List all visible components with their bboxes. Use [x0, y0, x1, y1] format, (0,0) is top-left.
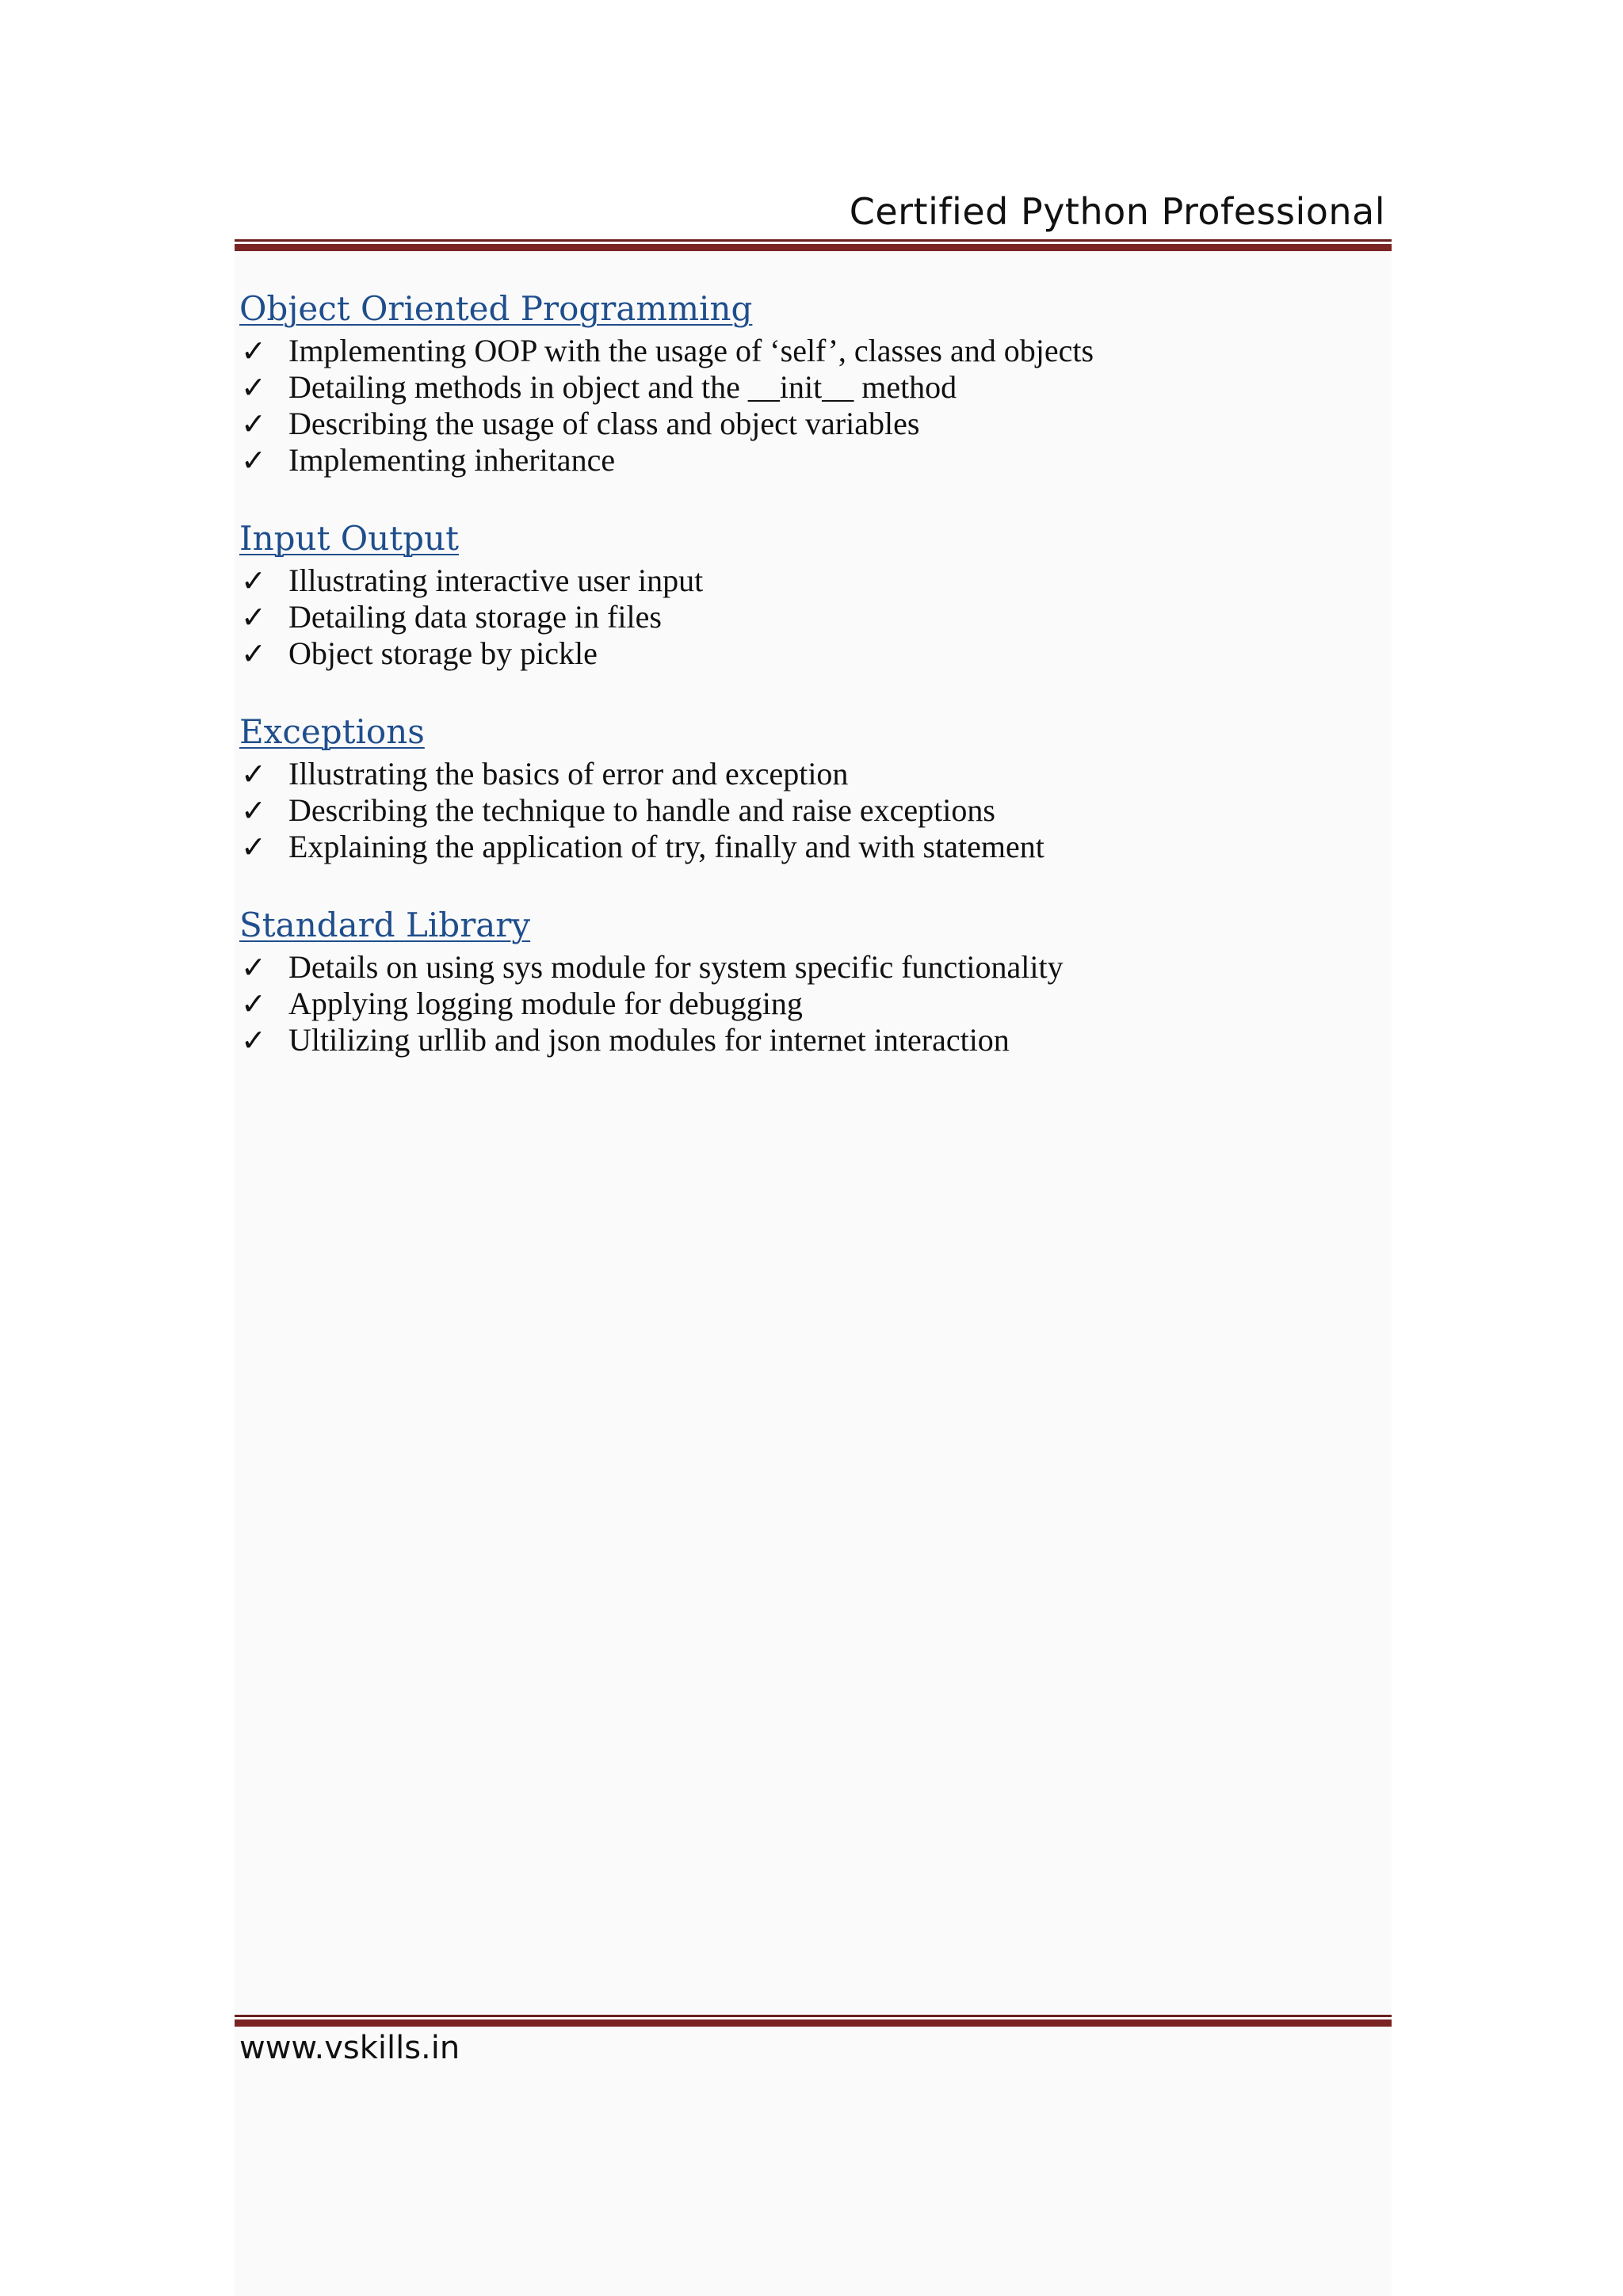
list-item-text: Illustrating the basics of error and exception	[288, 756, 849, 791]
section-heading: Standard Library	[239, 906, 531, 944]
list-item-text: Detailing methods in object and the __init__ method	[288, 369, 957, 405]
list-item-text: Applying logging module for debugging	[288, 986, 803, 1021]
checkmark-icon: ✓	[241, 793, 266, 828]
section-input-output	[239, 515, 1349, 672]
list-item	[239, 792, 1349, 829]
list-item-text: Describing the technique to handle and raise exceptions	[288, 792, 995, 828]
list-item	[239, 949, 1349, 986]
checkmark-icon: ✓	[241, 757, 266, 791]
list-item	[239, 756, 1349, 792]
checkmark-icon: ✓	[241, 636, 266, 671]
checkmark-icon: ✓	[241, 950, 266, 985]
list-item	[239, 599, 1349, 635]
list-item-text: Implementing OOP with the usage of ‘self’, classes and objects	[288, 333, 1094, 368]
section-heading: Input Output	[239, 519, 459, 558]
list-item	[239, 442, 1349, 479]
checkmark-icon: ✓	[241, 334, 266, 368]
list-item	[239, 829, 1349, 865]
list-item	[239, 1022, 1349, 1058]
checkmark-icon: ✓	[241, 600, 266, 635]
checkmark-icon: ✓	[241, 443, 266, 478]
list-item-text: Explaining the application of try, finally and with statement	[288, 829, 1044, 864]
checkmark-icon: ✓	[241, 830, 266, 864]
list-item-text: Illustrating interactive user input	[288, 563, 704, 598]
header-title: Certified Python Professional	[849, 190, 1385, 233]
list-item-text: Ultilizing urllib and json modules for internet interaction	[288, 1022, 1010, 1058]
footer-url: www.vskills.in	[239, 2030, 460, 2066]
list-item-text: Details on using sys module for system specific functionality	[288, 949, 1064, 985]
section-exceptions	[239, 708, 1349, 865]
checkmark-icon: ✓	[241, 1023, 266, 1058]
section-standard-library	[239, 902, 1349, 1058]
footer-rule	[235, 2015, 1392, 2027]
list-item	[239, 635, 1349, 672]
header-rule	[235, 239, 1392, 251]
list-item	[239, 406, 1349, 442]
list-item-text: Implementing inheritance	[288, 442, 616, 478]
section-heading: Object Oriented Programming	[239, 289, 753, 328]
checkmark-icon: ✓	[241, 370, 266, 405]
list-item-text: Object storage by pickle	[288, 635, 598, 671]
list-item	[239, 563, 1349, 599]
content	[239, 285, 1349, 1095]
section-oop	[239, 285, 1349, 479]
list-item	[239, 369, 1349, 406]
checkmark-icon: ✓	[241, 986, 266, 1021]
list-item-text: Detailing data storage in files	[288, 599, 662, 635]
list-item-text: Describing the usage of class and object variables	[288, 406, 920, 441]
checkmark-icon: ✓	[241, 406, 266, 441]
list-item	[239, 333, 1349, 369]
list-item	[239, 986, 1349, 1022]
checkmark-icon: ✓	[241, 563, 266, 598]
section-heading: Exceptions	[239, 712, 425, 751]
